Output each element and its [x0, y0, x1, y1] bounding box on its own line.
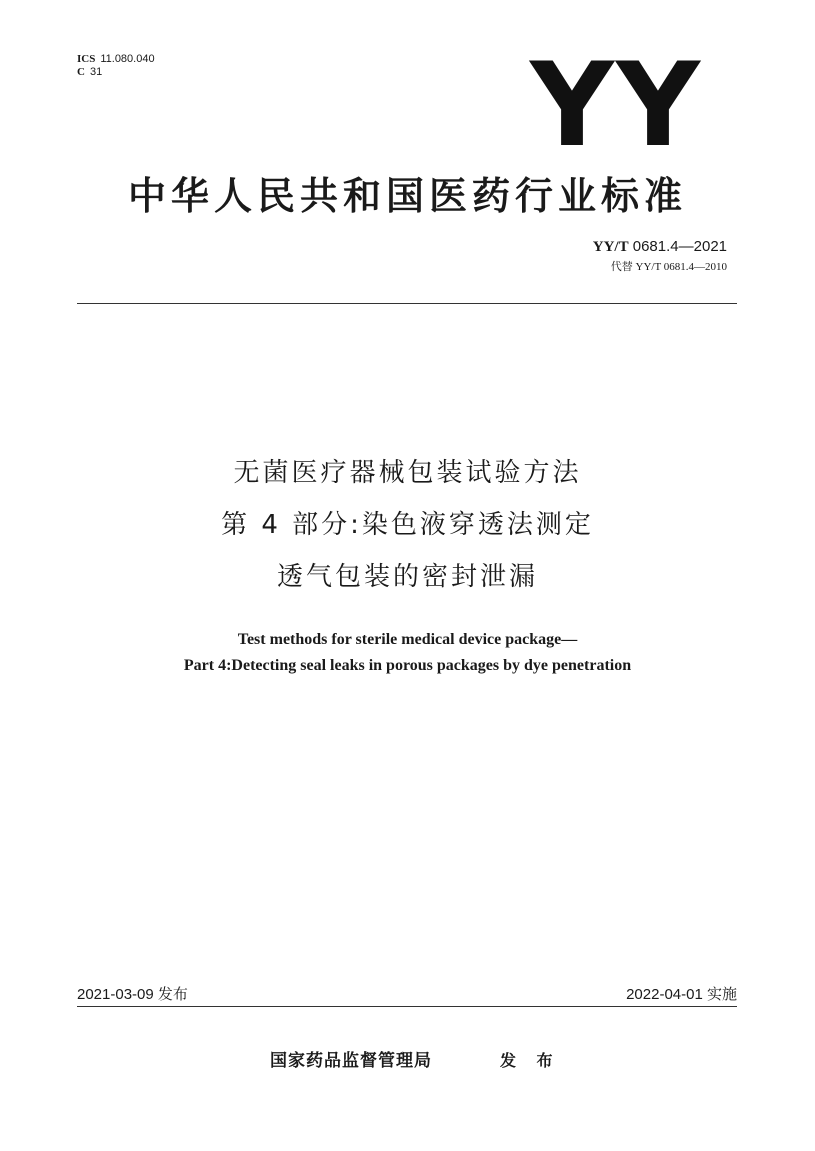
ccs-label: C: [77, 66, 85, 78]
ics-label: ICS: [77, 53, 96, 65]
standard-number: [593, 238, 727, 256]
title-en-line1: Test methods for sterile medical device package—: [237, 631, 578, 648]
standard-type-title: 中华人民共和国医药行业标准: [127, 174, 687, 218]
title-cn-line2: 第 4 部分:染色液穿透法测定: [221, 510, 594, 540]
title-cn-line1: 无菌医疗器械包装试验方法: [233, 458, 582, 488]
footer-divider: [77, 1006, 737, 1007]
header-divider: [77, 303, 737, 304]
ics-code: 11.080.040: [100, 53, 155, 65]
implementation-date: 2022-04-01 实施: [626, 986, 737, 1003]
ccs-line: [77, 66, 155, 79]
ics-line: [77, 53, 155, 66]
classification-codes: [77, 53, 155, 79]
yy-logo: YY: [530, 38, 702, 173]
ccs-code: 31: [89, 66, 103, 78]
title-cn-line3: 透气包装的密封泄漏: [276, 562, 538, 592]
release-date: 2021-03-09 发布: [77, 986, 188, 1003]
publisher-name: 国家药品监督管理局: [270, 1051, 432, 1070]
standard-prefix: YY/T: [592, 239, 629, 255]
publisher-verb: 发 布: [500, 1053, 561, 1070]
replaces-note: 代替 YY/T 0681.4—2010: [610, 261, 727, 273]
title-en-line2: Part 4:Detecting seal leaks in porous packages by dye penetration: [183, 657, 632, 674]
standard-code: 0681.4—2021: [632, 238, 727, 255]
